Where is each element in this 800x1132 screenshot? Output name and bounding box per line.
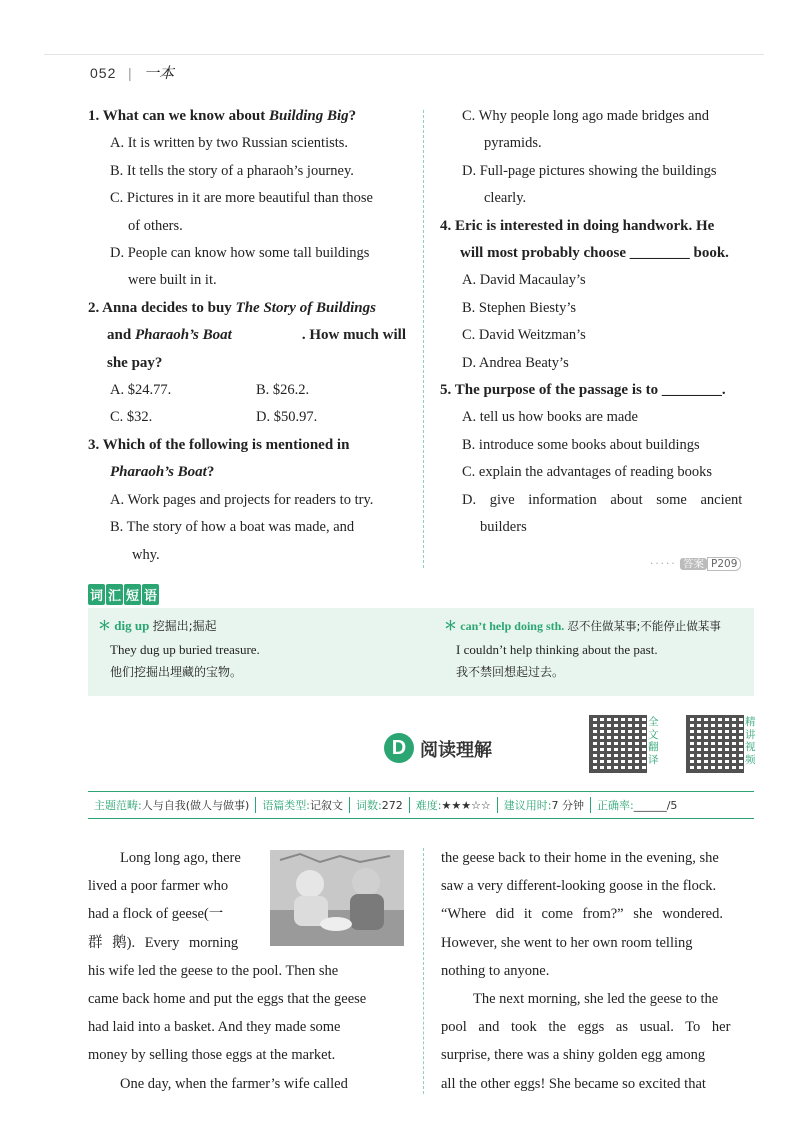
question-2: 2. Anna decides to buy The Story of Buildings (88, 299, 376, 316)
q1-option-a: A. It is written by two Russian scientists. (110, 135, 349, 152)
q3-option-a: A. Work pages and projects for readers to try. (110, 491, 374, 508)
question-2-line3: she pay? (107, 354, 163, 371)
info-words: 词数:272 (350, 797, 410, 813)
q1-option-d-cont: were built in it. (128, 272, 217, 289)
qr-label-video: 精 讲 视 频 (745, 716, 756, 766)
story-line: nothing to anyone. (441, 962, 550, 979)
story-line: money by selling those eggs at the market. (88, 1047, 336, 1064)
question-2-line2: and Pharaoh’s Boat . How much will (107, 327, 406, 344)
story-line: “Where did it come from?” she wondered. (441, 906, 723, 923)
answer-label: 答案 (680, 558, 707, 570)
q5-option-d-cont: builders (480, 519, 527, 536)
info-theme: 主题范畴:人与自我(做人与做事) (88, 797, 256, 813)
story-column-divider (423, 848, 424, 1094)
info-difficulty: 难度:★★★☆☆ (410, 797, 498, 813)
story-line: had a flock of geese(一 (88, 906, 224, 923)
q3-option-b-cont: why. (132, 546, 160, 563)
q3-option-d-cont: clearly. (484, 190, 527, 207)
q1-option-b: B. It tells the story of a pharaoh’s journey. (110, 162, 354, 179)
q4-option-c: C. David Weitzman’s (462, 327, 586, 344)
column-divider (423, 110, 424, 568)
question-5: 5. The purpose of the passage is to ________. (440, 382, 726, 399)
left-question-column (88, 103, 406, 569)
q2-options-row2: C. $32. D. $50.97. (110, 409, 318, 426)
q1-option-d: D. People can know how some tall buildings (110, 245, 370, 262)
vocab-right-example-en: I couldn’t help thinking about the past. (456, 642, 658, 657)
q3-option-b: B. The story of how a boat was made, and (110, 519, 355, 536)
qr-label-translation: 全 文 翻 译 (648, 716, 659, 766)
story-line: surprise, there was a shiny golden egg among (441, 1047, 706, 1064)
vocab-left-meaning: 挖掘出;掘起 (152, 619, 217, 633)
q2-options-row1: A. $24.77. B. $26.2. (110, 382, 310, 399)
story-line: One day, when the farmer’s wife called (120, 1075, 348, 1092)
q3-option-c: C. Why people long ago made bridges and (462, 108, 709, 124)
question-4-line2: will most probably choose ________ book. (460, 245, 729, 262)
right-question-column (440, 103, 756, 542)
story-line: saw a very different-looking goose in the flock. (441, 878, 717, 895)
q1-option-c-cont: of others. (128, 217, 183, 234)
question-3: 3. Which of the following is mentioned in (88, 436, 350, 453)
vocab-left-example-en: They dug up buried treasure. (110, 642, 260, 657)
vocab-right-phrase: can’t help doing sth. (460, 619, 565, 633)
q5-option-a: A. tell us how books are made (462, 409, 638, 426)
vocab-left-example-zh: 他们挖掘出埋藏的宝物。 (110, 665, 243, 679)
vocab-right-example-zh: 我不禁回想起过去。 (456, 665, 565, 679)
q3-option-d: D. Full-page pictures showing the buildings (462, 162, 717, 179)
bullet-icon: ＊ (444, 618, 458, 633)
story-line: his wife led the geese to the pool. Then she (88, 962, 339, 979)
story-line: The next morning, she led the geese to the (473, 991, 719, 1008)
page-number: 052 (90, 65, 117, 81)
section-letter-badge: D (384, 733, 414, 763)
header-separator: | (128, 65, 133, 81)
question-1: 1. What can we know about Building Big? (88, 108, 357, 124)
question-4: 4. Eric is interested in doing handwork. He (440, 217, 715, 234)
q4-option-a: A. David Macaulay’s (462, 272, 586, 289)
story-line: pool and took the eggs as usual. To her (441, 1019, 731, 1036)
info-accuracy[interactable]: 正确率:______/5 (597, 799, 678, 812)
question-3-line2: Pharaoh’s Boat? (110, 464, 215, 481)
vocab-right-meaning: 忍不住做某事;不能停止做某事 (567, 619, 721, 633)
story-line: all the other eggs! She became so excited that (441, 1075, 706, 1092)
section-title: 阅读理解 (420, 740, 492, 761)
qr-code-translation[interactable] (589, 715, 647, 773)
qr-code-video[interactable] (686, 715, 744, 773)
vocab-heading: 词 汇 短 语 (88, 584, 160, 605)
q4-option-b: B. Stephen Biesty’s (462, 299, 576, 316)
story-line: 群 鹅). Every morning (88, 934, 239, 951)
q1-option-c: C. Pictures in it are more beautiful than those (110, 190, 373, 207)
q5-option-c: C. explain the advantages of reading books (462, 464, 713, 481)
info-time: 建议用时:7 分钟 (498, 797, 591, 813)
header-logo: 一本 (144, 64, 175, 82)
story-line: Long long ago, there (120, 850, 241, 866)
q3-option-c-cont: pyramids. (484, 135, 542, 152)
vocab-left-phrase: dig up (114, 618, 150, 633)
q4-option-d: D. Andrea Beaty’s (462, 354, 569, 371)
story-right-column (441, 844, 755, 1098)
story-left-column (88, 844, 404, 1098)
story-line: had laid into a basket. And they made some (88, 1019, 341, 1036)
story-line: the geese back to their home in the evening, she (441, 850, 719, 866)
info-genre: 语篇类型:记叙文 (256, 797, 350, 813)
vocab-left (98, 614, 418, 684)
q5-option-b: B. introduce some books about buildings (462, 436, 700, 453)
bullet-icon: ＊ (98, 618, 112, 633)
story-line: lived a poor farmer who (88, 878, 229, 895)
story-line: However, she went to her own room telling (441, 934, 693, 951)
header-rule (44, 54, 764, 55)
q5-option-d: D. give information about some ancient (462, 491, 743, 508)
answer-reference[interactable]: ····· 答案 P209 (650, 556, 741, 571)
answer-page: P209 (707, 557, 741, 571)
vocab-right (444, 614, 754, 684)
vocab-box (88, 608, 754, 696)
info-bar (88, 791, 754, 819)
story-line: came back home and put the eggs that the geese (88, 991, 367, 1008)
